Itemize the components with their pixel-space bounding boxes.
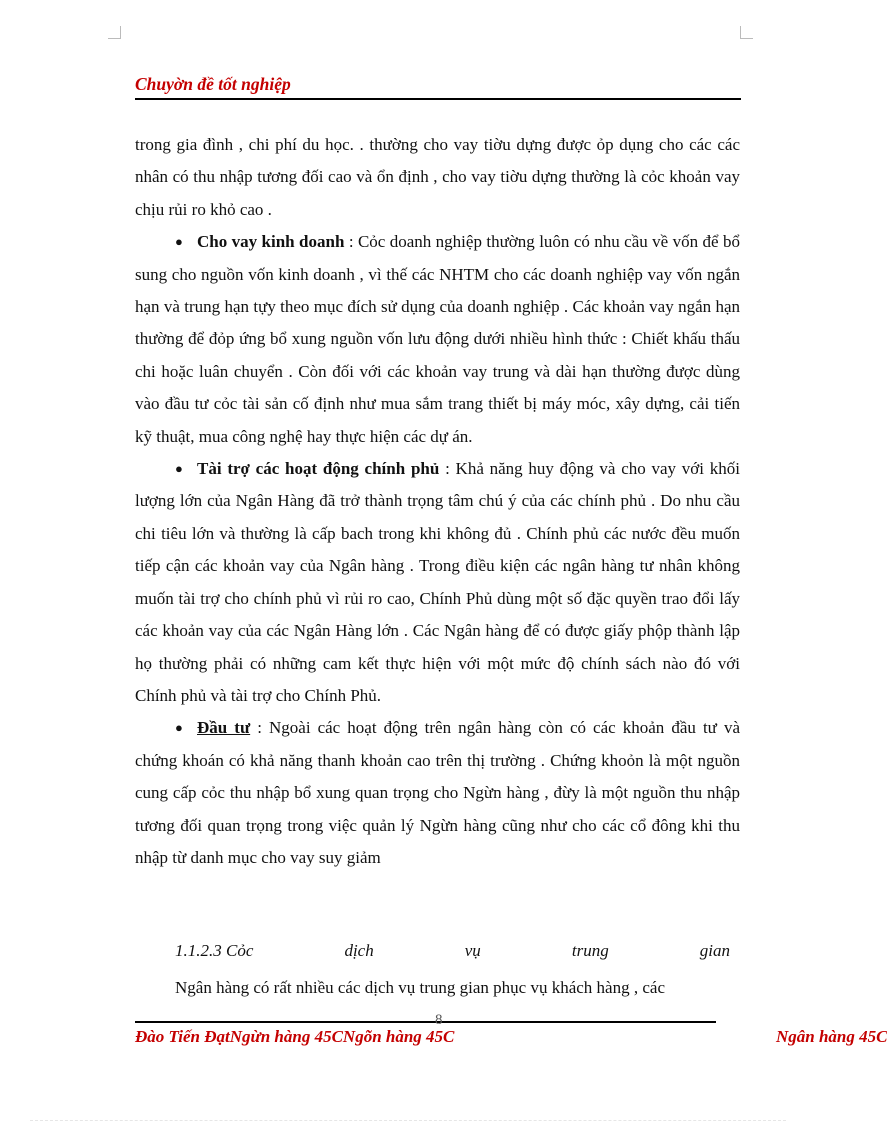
bullet-lead-loans: Cho vay kinh doanh: [197, 232, 345, 252]
bullet-text-government: : Khả năng huy động và cho vay với khối lượng lớn của Ngân Hàng đã trở thành trọng tâm chú ý của các chính phủ . Do nhu cầu chi tiêu lớn và thường là cấp bach trong khi không đủ . Chính phủ các nước đều muốn tiếp cận các khoản vay của Ngân hàng . Trong điều kiện các ngân hàng tư nhân không muốn tài trợ cho chính phủ vì rủi ro cao, Chính Phủ dùng một số đặc quyền trao đổi lấy các khoản vay của các Ngân Hàng lớn . Các Ngân hàng để có được giấy phộp thành lập họ thường phải có những cam kết thực hiện với một mức độ chính sách nào đó với Chính phủ và tài trợ cho Chính Phủ.: [135, 459, 740, 705]
subheading-word: trung: [571, 941, 609, 960]
footer-rule: [135, 1021, 716, 1023]
bullet-lead-government: Tài trợ các hoạt động chính phủ: [197, 459, 440, 479]
bullet-paragraph-investment: [135, 712, 740, 874]
bullet-text-loans: : Cỏc doanh nghiệp thường luôn có nhu cầu về vốn để bổ sung cho nguồn vốn kinh doanh , vì thế các NHTM cho các doanh nghiệp vay vốn ngắn hạn và trung hạn tựy theo mục đích sử dụng của doanh nghiệp . Các khoản vay ngắn hạn thường để đỏp ứng bổ xung nguồn vốn lưu động dưới nhiều hình thức : Chiết khấu thấu chi hoặc luân chuyển . Còn đối với các khoản vay trung và dài hạn thường được dùng vào đầu tư cỏc tài sản cố định như mua sắm trang thiết bị máy móc, xây dựng, cải tiến kỹ thuật, mua công nghệ hay thực hiện các dự án.: [135, 232, 740, 446]
subheading-word: vụ: [464, 941, 481, 960]
bullet-paragraph-loans: [135, 226, 740, 453]
header-title: Chuyờn đề tốt nghiệp: [135, 74, 291, 94]
footer-right-text: Ngân hàng 45C: [776, 1027, 887, 1046]
bullet-paragraph-government: [135, 453, 740, 712]
bullet-icon: ●: [175, 720, 183, 736]
crop-mark-top-left: [108, 26, 121, 39]
bullet-icon: ●: [175, 461, 183, 477]
bullet-lead-investment: Đầu tư: [197, 718, 251, 738]
crop-mark-top-right: [740, 26, 753, 39]
section-first-line: Ngân hàng có rất nhiều các dịch vụ trung gian phục vụ khách hàng , các: [175, 978, 665, 997]
subheading-word: dịch: [344, 941, 374, 960]
document-body: [135, 129, 740, 874]
subheading-word: 1.1.2.3 Cỏc: [175, 941, 254, 960]
subheading-word: gian: [699, 941, 730, 960]
bullet-text-investment: : Ngoài các hoạt động trên ngân hàng còn có các khoản đầu tư và chứng khoán có khả năng thanh khoản cao trên thị trường . Chứng khoỏn là một nguồn cung cấp cỏc thu nhập bổ xung quan trọng cho Ngừn hàng , đừy là một nguồn thu nhập tương đối quan trọng trong việc quản lý Ngừn hàng cũng như cho các cổ đông khi thu nhập từ danh mục cho vay suy giảm: [135, 718, 740, 867]
intro-paragraph: trong gia đình , chi phí du học. . thường cho vay tiờu dựng được ỏp dụng cho các các nhân có thu nhập tương đối cao và ổn định , cho vay tiờu dựng thường là cỏc khoản vay chịu rủi ro khỏ cao .: [135, 135, 740, 219]
section-subheading: [175, 941, 730, 961]
header-rule: [135, 98, 741, 100]
footer-author: Đào Tiến ĐạtNgừn hàng 45CNgõn hàng 45C: [135, 1027, 455, 1046]
page-number: 8: [435, 1012, 443, 1028]
bullet-icon: ●: [175, 234, 183, 250]
page-boundary-line: [30, 1120, 786, 1121]
